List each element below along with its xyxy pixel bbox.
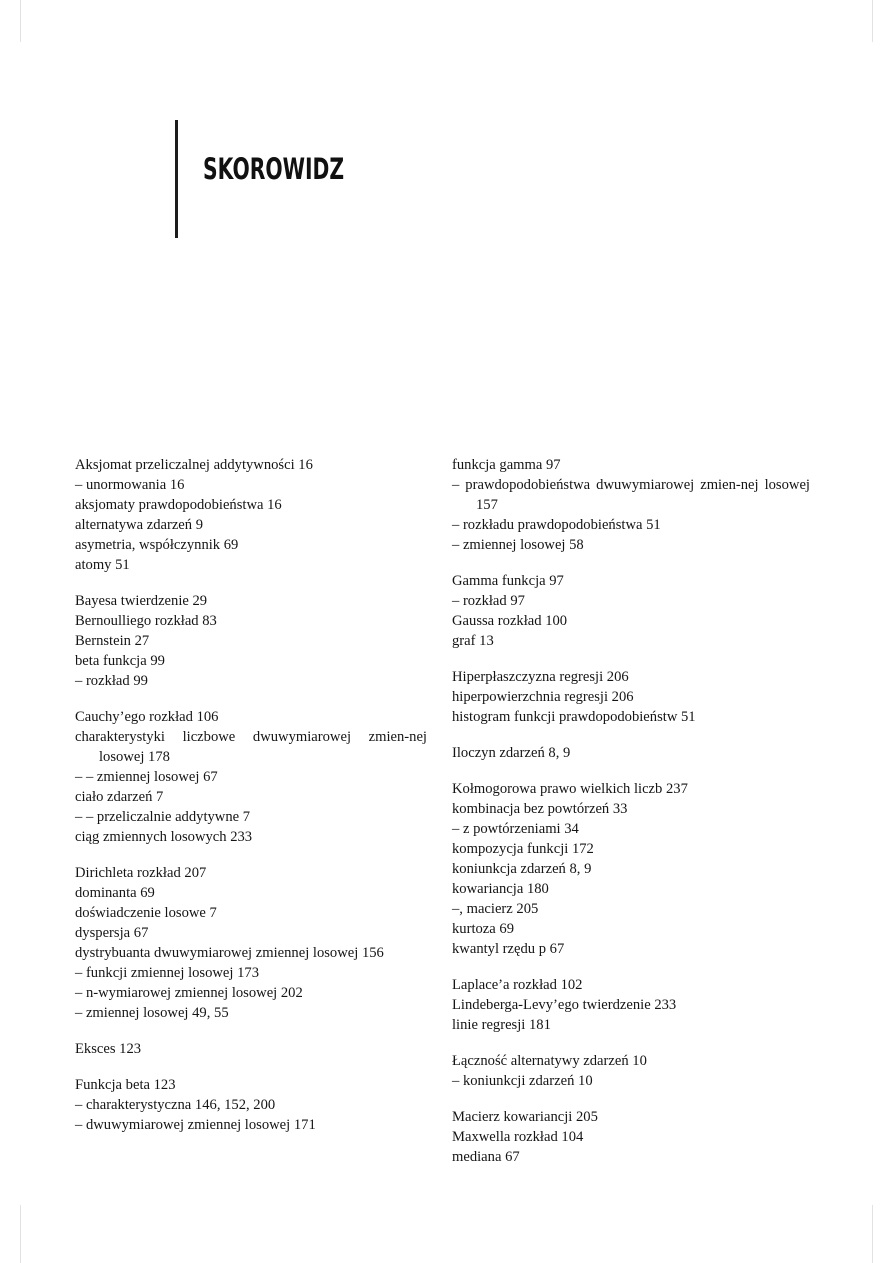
index-entry: charakterystyki liczbowe dwuwymiarowej zmien-nej losowej 178: [75, 729, 427, 765]
index-entry: asymetria, współczynnik 69: [75, 537, 239, 553]
index-entry: ciało zdarzeń 7: [75, 789, 164, 805]
index-entry: hiperpowierzchnia regresji 206: [452, 689, 634, 705]
title-rule: [175, 120, 178, 238]
index-entry: Funkcja beta 123: [75, 1077, 176, 1093]
index-entry: koniunkcja zdarzeń 8, 9: [452, 861, 592, 877]
index-entry: kowariancja 180: [452, 881, 549, 897]
index-group: [452, 455, 810, 555]
index-entry: Macierz kowariancji 205: [452, 1109, 598, 1125]
index-entry: – charakterystyczna 146, 152, 200: [75, 1097, 276, 1113]
index-group: [75, 707, 427, 847]
index-entry: Cauchy’ego rozkład 106: [75, 709, 219, 725]
index-group: [75, 455, 427, 575]
index-entry: kompozycja funkcji 172: [452, 841, 594, 857]
index-group: [75, 1039, 427, 1059]
index-entry: atomy 51: [75, 557, 130, 573]
index-entry: beta funkcja 99: [75, 653, 165, 669]
index-entry: – rozkładu prawdopodobieństwa 51: [452, 517, 661, 533]
index-entry: dystrybuanta dwuwymiarowej zmiennej losowej 156: [75, 945, 384, 961]
index-entry: Hiperpłaszczyzna regresji 206: [452, 669, 629, 685]
index-entry: – rozkład 97: [452, 593, 525, 609]
index-group: [452, 1051, 810, 1091]
index-entry: – funkcji zmiennej losowej 173: [75, 965, 260, 981]
index-entry: Iloczyn zdarzeń 8, 9: [452, 745, 571, 761]
index-group: [452, 743, 810, 763]
index-entry: kombinacja bez powtórzeń 33: [452, 801, 628, 817]
index-entry: – – zmiennej losowej 67: [75, 769, 218, 785]
index-group: [452, 975, 810, 1035]
index-entry: mediana 67: [452, 1149, 520, 1165]
index-entry: ciąg zmiennych losowych 233: [75, 829, 253, 845]
index-group: [75, 1075, 427, 1135]
index-entry: alternatywa zdarzeń 9: [75, 517, 204, 533]
index-entry: Maxwella rozkład 104: [452, 1129, 584, 1145]
index-group: [452, 667, 810, 727]
index-entry: – – przeliczalnie addytywne 7: [75, 809, 251, 825]
index-entry: histogram funkcji prawdopodobieństw 51: [452, 709, 696, 725]
index-entry: dyspersja 67: [75, 925, 149, 941]
index-entry: Gaussa rozkład 100: [452, 613, 568, 629]
page-title: SKOROWIDZ: [203, 152, 345, 186]
index-entry: – koniunkcji zdarzeń 10: [452, 1073, 593, 1089]
index-column-right: [452, 455, 810, 1183]
index-entry: linie regresji 181: [452, 1017, 551, 1033]
index-entry: – zmiennej losowej 58: [452, 537, 584, 553]
index-entry: Laplace’a rozkład 102: [452, 977, 583, 993]
index-entry: Eksces 123: [75, 1041, 142, 1057]
index-entry: – unormowania 16: [75, 477, 185, 493]
index-group: [452, 1107, 810, 1167]
page-edge-mark: [872, 0, 873, 42]
index-entry: – prawdopodobieństwa dwuwymiarowej zmien-nej losowej 157: [452, 477, 810, 513]
index-entry: – rozkład 99: [75, 673, 148, 689]
index-entry: graf 13: [452, 633, 494, 649]
index-group: [452, 779, 810, 959]
index-entry: Gamma funkcja 97: [452, 573, 564, 589]
index-entry: Aksjomat przeliczalnej addytywności 16: [75, 457, 313, 473]
index-entry: Bayesa twierdzenie 29: [75, 593, 208, 609]
index-entry: Lindeberga-Levy’ego twierdzenie 233: [452, 997, 677, 1013]
index-entry: – z powtórzeniami 34: [452, 821, 579, 837]
page-edge-mark: [20, 0, 21, 42]
index-entry: dominanta 69: [75, 885, 155, 901]
index-entry: – dwuwymiarowej zmiennej losowej 171: [75, 1117, 316, 1133]
index-column-left: [75, 455, 427, 1151]
index-entry: –, macierz 205: [452, 901, 539, 917]
index-entry: aksjomaty prawdopodobieństwa 16: [75, 497, 282, 513]
index-entry: – zmiennej losowej 49, 55: [75, 1005, 229, 1021]
index-entry: kwantyl rzędu p 67: [452, 941, 565, 957]
page-edge-mark: [872, 1205, 873, 1263]
index-entry: Łączność alternatywy zdarzeń 10: [452, 1053, 647, 1069]
index-group: [452, 571, 810, 651]
index-entry: Bernstein 27: [75, 633, 150, 649]
index-group: [75, 591, 427, 691]
index-entry: Kołmogorowa prawo wielkich liczb 237: [452, 781, 688, 797]
index-entry: funkcja gamma 97: [452, 457, 561, 473]
index-entry: doświadczenie losowe 7: [75, 905, 217, 921]
index-group: [75, 863, 427, 1023]
index-entry: Dirichleta rozkład 207: [75, 865, 207, 881]
index-entry: Bernoulliego rozkład 83: [75, 613, 217, 629]
index-entry: – n-wymiarowej zmiennej losowej 202: [75, 985, 303, 1001]
page-edge-mark: [20, 1205, 21, 1263]
index-entry: kurtoza 69: [452, 921, 515, 937]
